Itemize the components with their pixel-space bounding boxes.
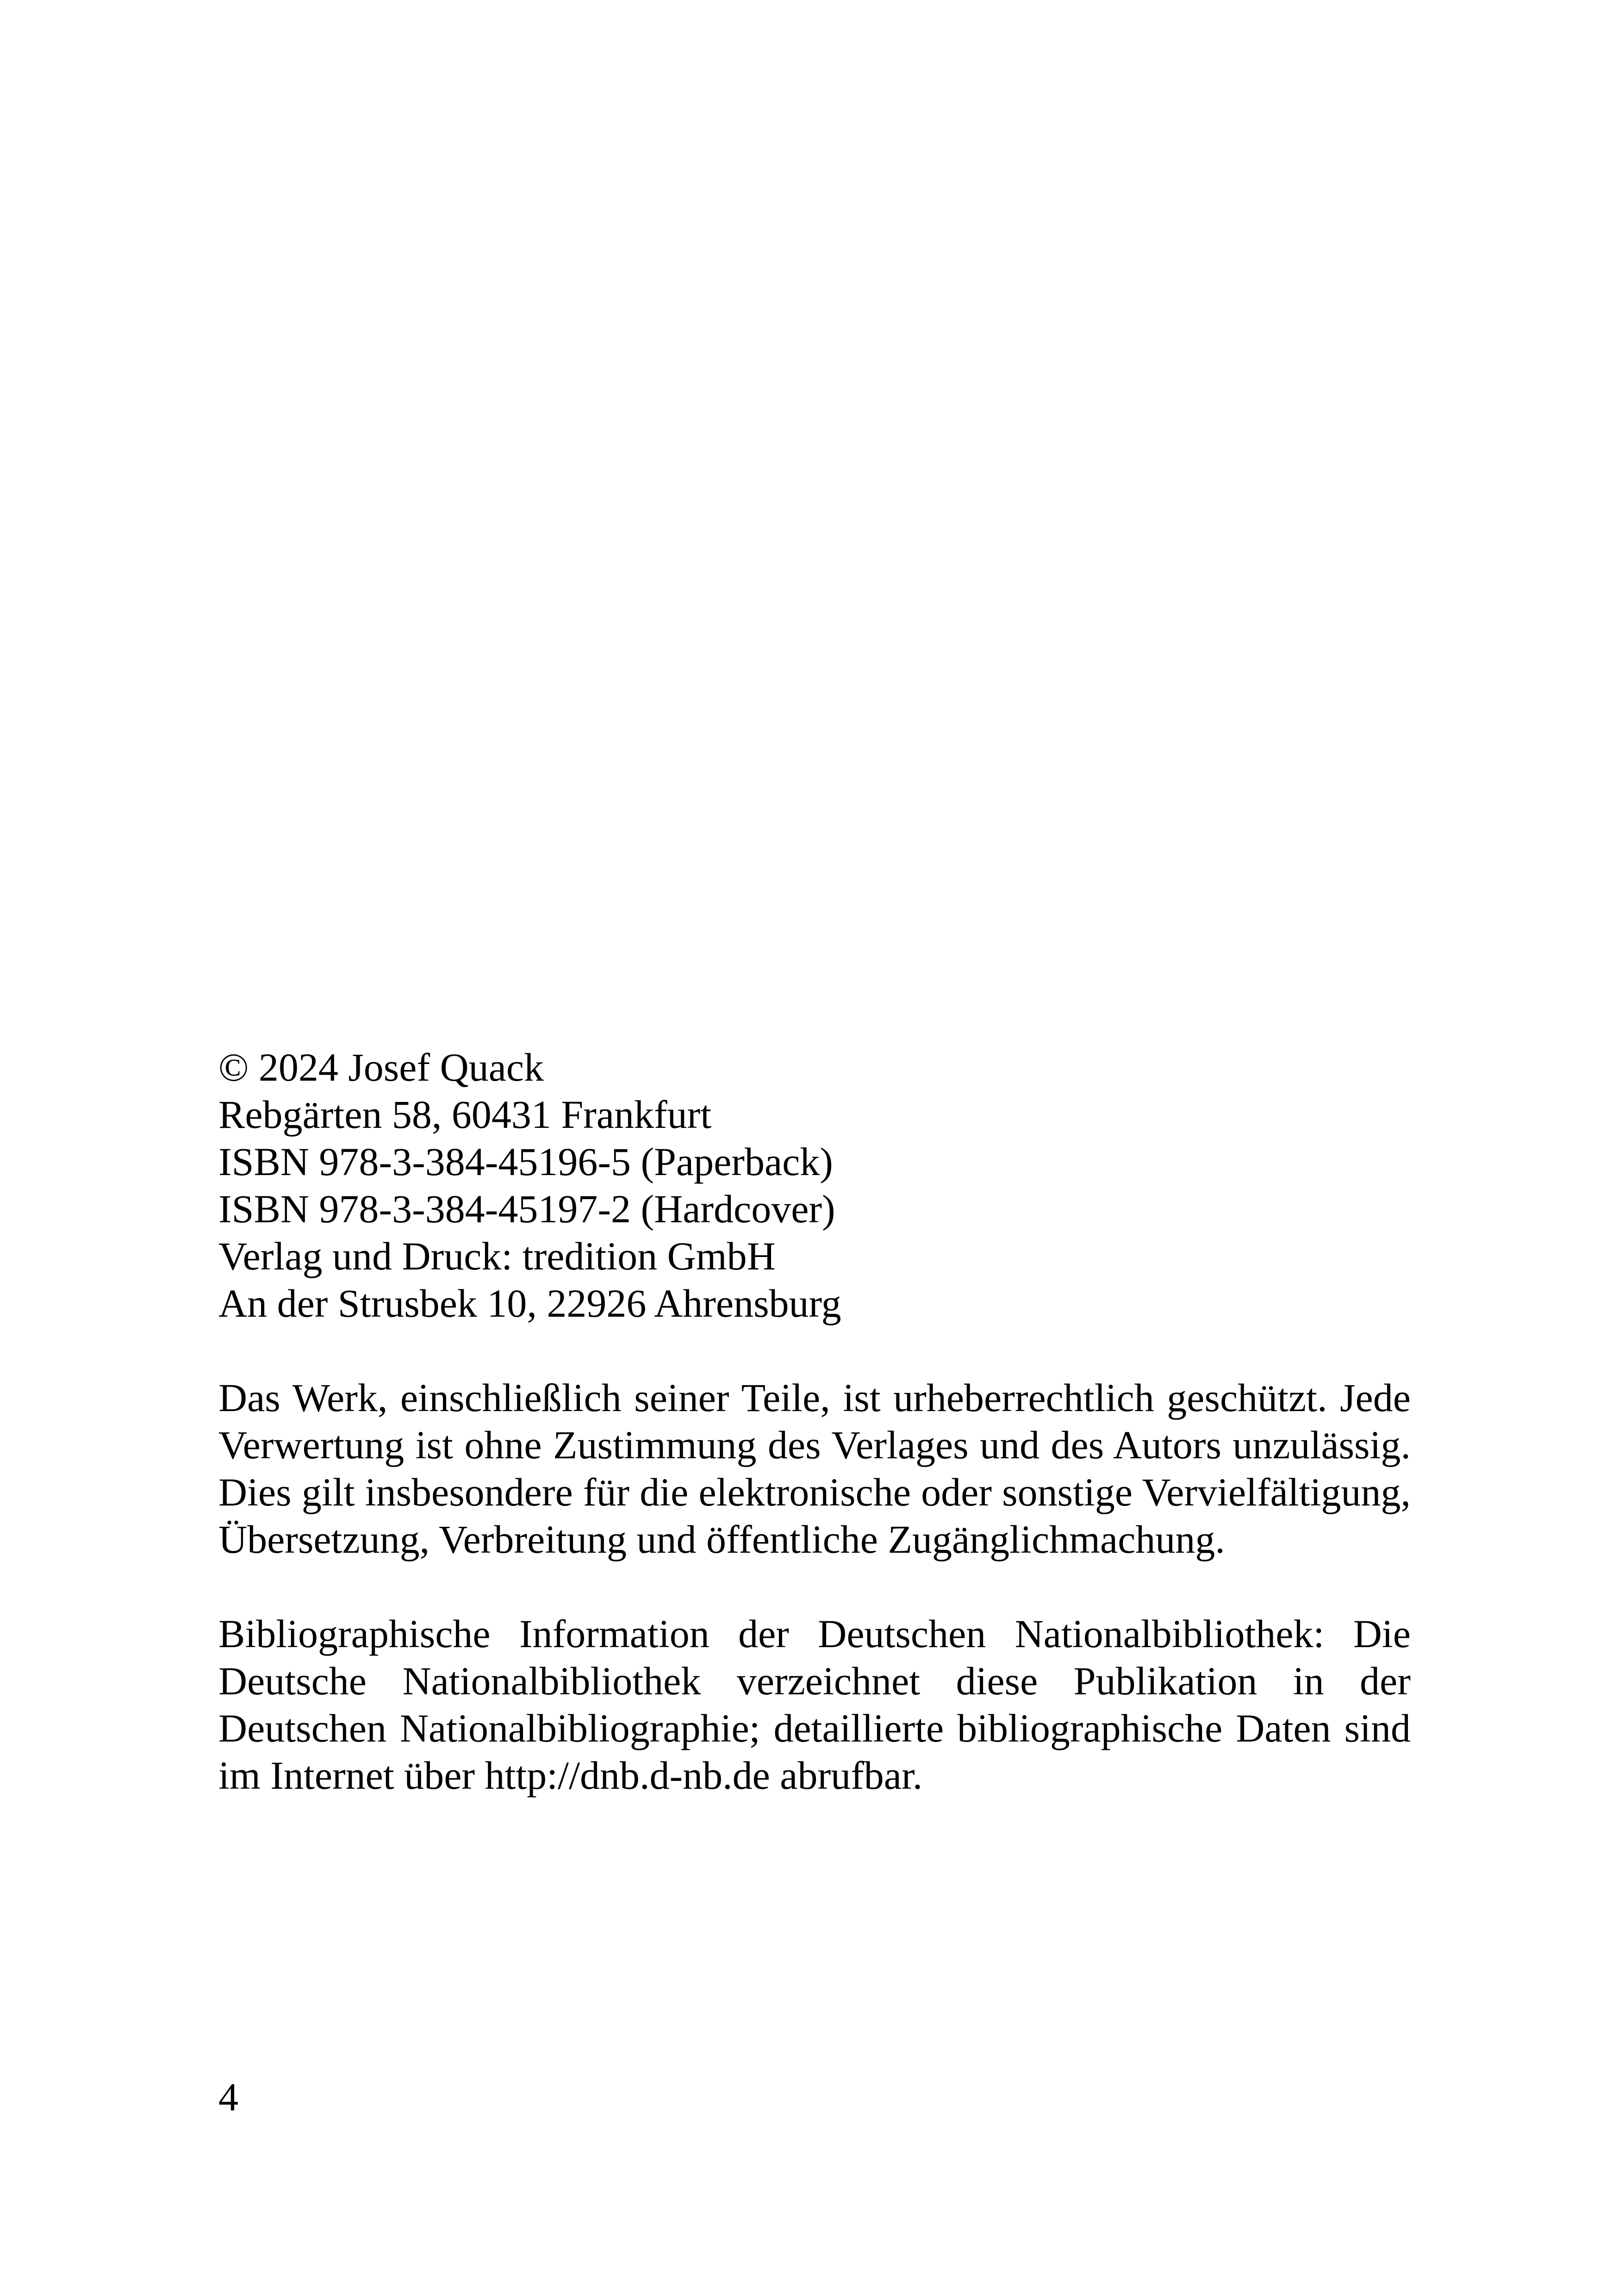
page-number: 4 (218, 2075, 238, 2119)
publication-details (218, 1044, 1411, 1327)
bibliographic-info-paragraph: Bibliographische Information der Deutschen Nationalbibliothek: Die Deutsche Nationalbibliothek verzeichnet diese Publikation in der Deutschen Nationalbibliographie; detaillierte bibliographische Daten sind im Internet über http://dnb.d-nb.de abrufbar. (218, 1612, 1411, 1798)
isbn-paperback-line: ISBN 978-3-384-45196-5 (Paperback) (218, 1139, 833, 1184)
copyright-line: © 2024 Josef Quack (218, 1045, 544, 1089)
isbn-hardcover-line: ISBN 978-3-384-45197-2 (Hardcover) (218, 1187, 835, 1231)
publisher-line: Verlag und Druck: tredition GmbH (218, 1234, 776, 1278)
imprint-block (218, 1044, 1411, 1799)
copyright-notice-paragraph: Das Werk, einschließlich seiner Teile, ist urheberrechtlich geschützt. Jede Verwertung ist ohne Zustimmung des Verlages und des Autors unzulässig. Dies gilt insbesondere für die elektronische oder sonstige Vervielfältigung, Übersetzung, Verbreitung und öffentliche Zugänglichmachung. (218, 1375, 1411, 1562)
author-address-line: Rebgärten 58, 60431 Frankfurt (218, 1092, 712, 1137)
publisher-address-line: An der Strusbek 10, 22926 Ahrensburg (218, 1281, 841, 1325)
